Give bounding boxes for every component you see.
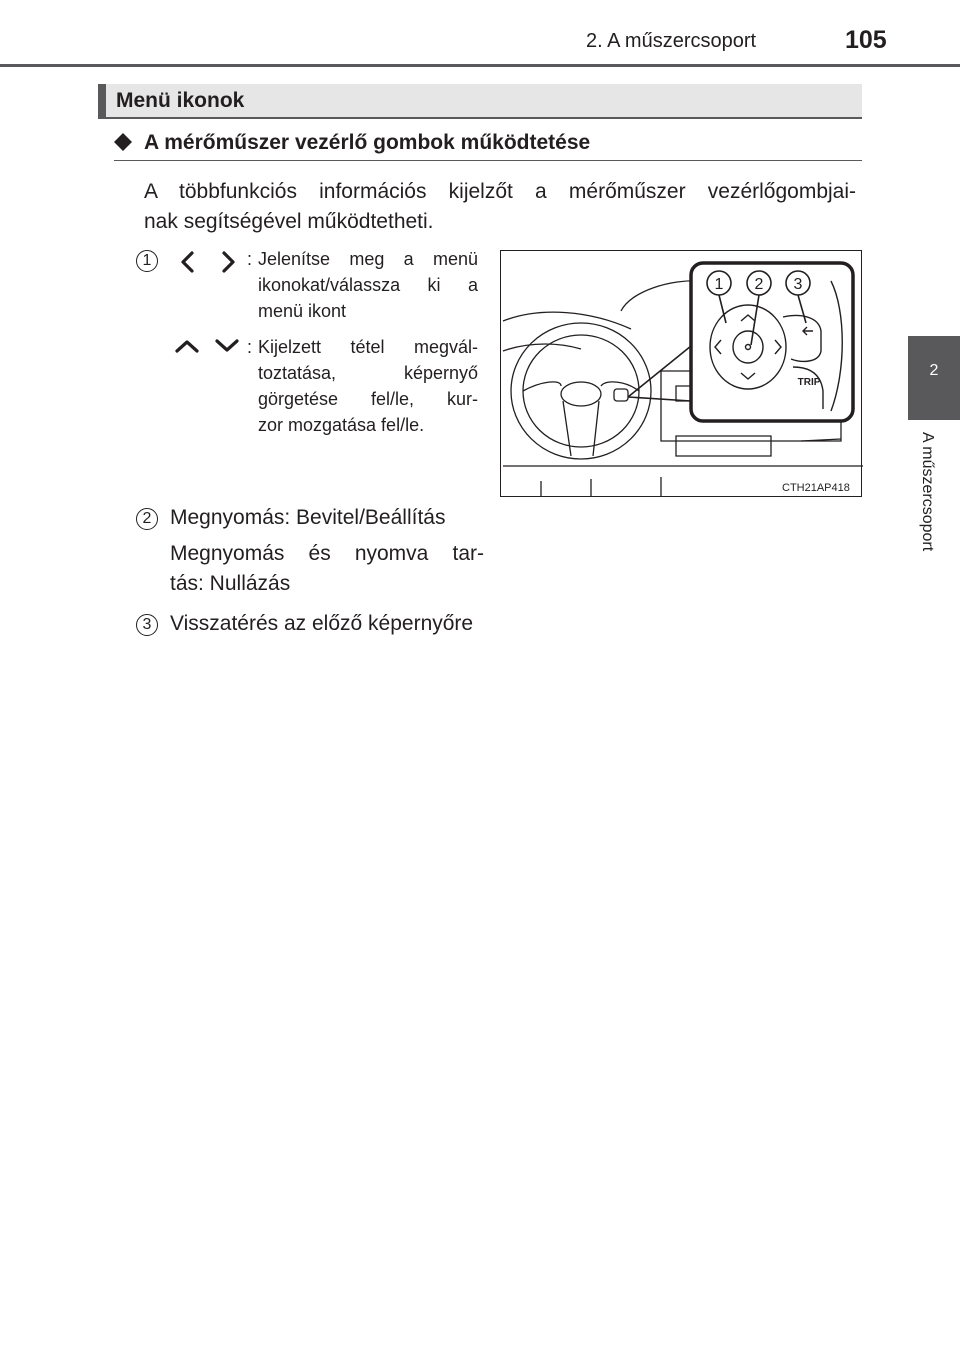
subsection-title: A mérőműszer vezérlő gombok működtetése xyxy=(144,131,591,154)
item-number-1: 1 xyxy=(136,250,158,272)
subsection-rule xyxy=(114,160,862,161)
intro-line-1: A többfunkciós információs kijelzőt a mérőműszer vezérlőgombjai- xyxy=(144,180,856,203)
callout-1: 1 xyxy=(714,276,724,293)
chevron-down-icon xyxy=(214,336,240,356)
item-2-line-3: tás: Nullázás xyxy=(170,572,291,595)
item-1-colon-a: : xyxy=(247,249,253,269)
item-1-desc-b-line-4: zor mozgatása fel/le. xyxy=(258,415,425,435)
illustration-code: CTH21AP418 xyxy=(782,482,850,494)
chevron-left-icon xyxy=(178,250,198,274)
intro-line-2: nak segítségével működtetheti. xyxy=(144,210,434,233)
item-1-desc-b-line-2: toztatása, képernyő xyxy=(258,363,478,383)
item-2-line-1: Megnyomás: Bevitel/Beállítás xyxy=(170,506,446,529)
banner-title: Menü ikonok xyxy=(116,89,245,112)
chapter-number: 2 xyxy=(929,362,939,379)
chapter-label: A műszercsoport xyxy=(919,432,936,552)
header-rule xyxy=(0,64,960,67)
chevron-up-icon xyxy=(174,336,200,356)
item-1-desc-b-line-1: Kijelzett tétel megvál- xyxy=(258,337,478,357)
banner-accent-bar xyxy=(98,84,106,119)
page-number: 105 xyxy=(845,26,887,54)
illustration-drawing xyxy=(501,251,863,498)
section-title: 2. A műszercsoport xyxy=(586,30,757,52)
steering-wheel-illustration xyxy=(500,250,862,497)
item-1-desc-a-line-2: ikonokat/válassza ki a xyxy=(258,275,478,295)
diamond-bullet-icon xyxy=(114,133,132,151)
item-number-2: 2 xyxy=(136,508,158,530)
item-number-3: 3 xyxy=(136,614,158,636)
item-1-desc-a-line-3: menü ikont xyxy=(258,301,347,321)
item-1-desc-b-line-3: görgetése fel/le, kur- xyxy=(258,389,478,409)
trip-button-label: TRIP xyxy=(797,377,821,388)
item-2-line-2: Megnyomás és nyomva tar- xyxy=(170,542,484,565)
callout-3: 3 xyxy=(793,276,803,293)
chevron-right-icon xyxy=(218,250,238,274)
item-1-colon-b: : xyxy=(247,337,253,357)
item-3-line-1: Visszatérés az előző képernyőre xyxy=(170,612,474,635)
callout-2: 2 xyxy=(754,276,764,293)
item-1-desc-a-line-1: Jelenítse meg a menü xyxy=(258,249,478,269)
